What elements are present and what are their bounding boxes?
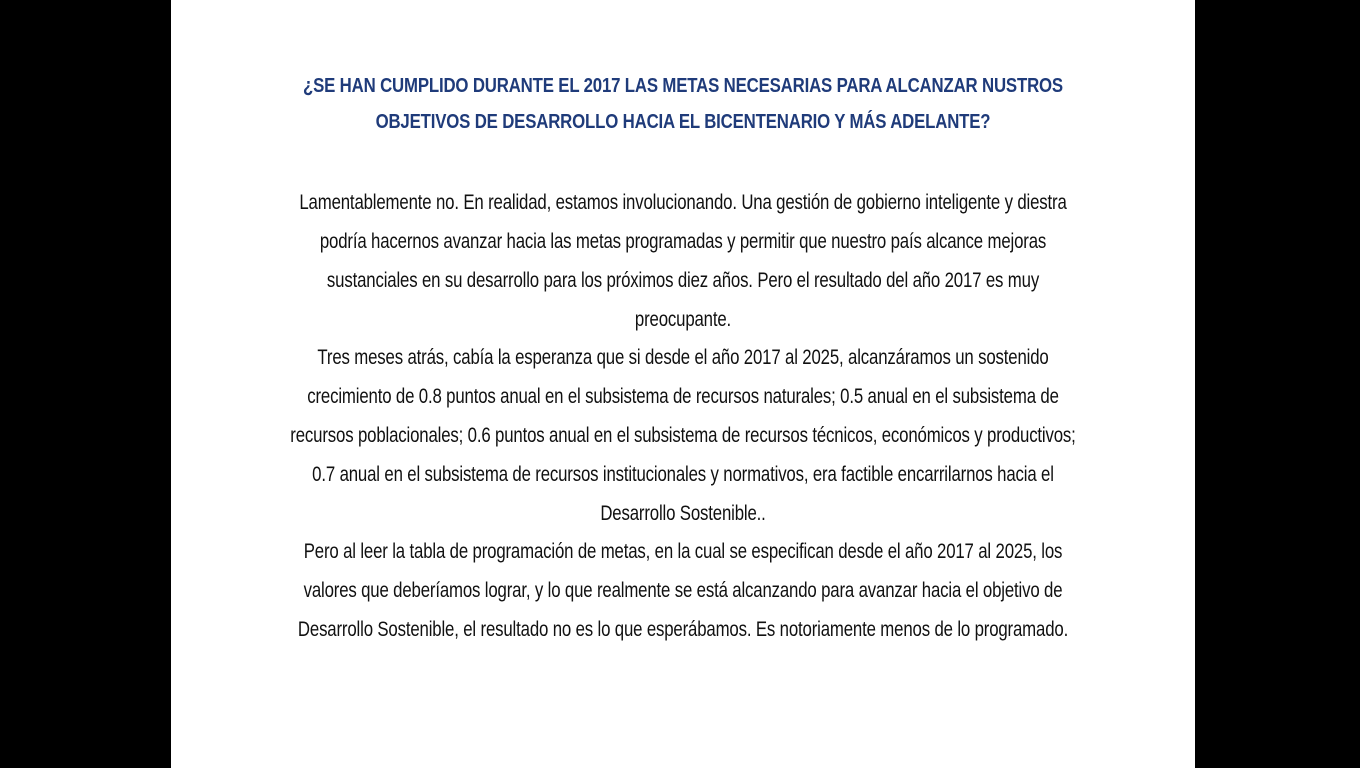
paragraph-1: Lamentablemente no. En realidad, estamos involucionando. Una gestión de gobierno inteligente y diestra podría hacernos avanzar hacia las metas programadas y permitir que nuestro país alcance mejoras sustanciales en su desarrollo para los próximos diez años. Pero el resultado del año 2017 es muy preocupante. [299, 191, 1067, 331]
slide-title: ¿SE HAN CUMPLIDO DURANTE EL 2017 LAS METAS NECESARIAS PARA ALCANZAR NUSTROS OBJETIVOS DE DESARROLLO HACIA EL BICENTENARIO Y MÁS ADELANTE? [303, 75, 1063, 133]
slide [171, 0, 1195, 768]
paragraph-2: Tres meses atrás, cabía la esperanza que si desde el año 2017 al 2025, alcanzáramos un sostenido crecimiento de 0.8 puntos anual en el subsistema de recursos naturales; 0.5 anual en el subsistema de recursos poblacionales; 0.6 puntos anual en el subsistema de recursos técnicos, económicos y productivos; 0.7 anual en el subsistema de recursos institucionales y normativos, era factible encarrilarnos hacia el Desarrollo Sostenible.. [290, 346, 1076, 525]
paragraph-3: Pero al leer la tabla de programación de metas, en la cual se especifican desde el año 2017 al 2025, los valores que deberíamos lograr, y lo que realmente se está alcanzando para avanzar hacia el objetivo de Desarrollo Sostenible, el resultado no es lo que esperábamos. Es notoriamente menos de lo programado. [297, 540, 1069, 641]
